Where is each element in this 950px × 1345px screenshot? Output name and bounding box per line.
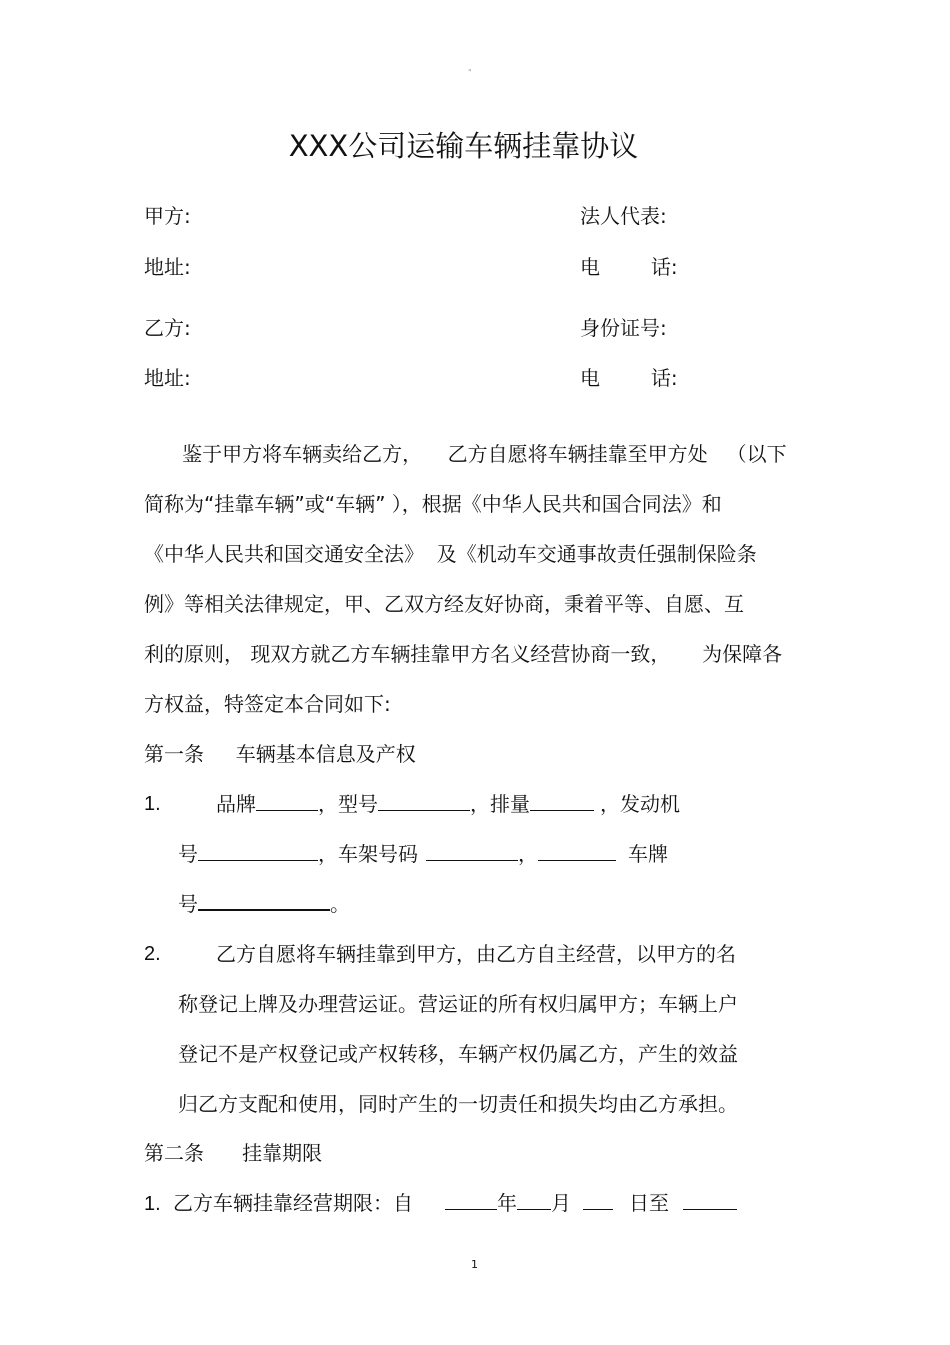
- header-mark: ": [468, 68, 472, 77]
- preamble-line: 例》等相关法律规定，甲、乙双方经友好协商，秉着平等、自愿、互: [144, 592, 744, 616]
- frame-comma: ，: [518, 842, 538, 866]
- vehicle-info-line-3: [178, 891, 350, 917]
- document-title: XXX公司运输车辆挂靠协议: [288, 129, 639, 163]
- engine-number-label: 号: [178, 842, 198, 866]
- article-1-item-2-line: 称登记上牌及办理营运证。营运证的所有权归属甲方；车辆上户: [178, 992, 738, 1016]
- displacement-label: ，排量: [470, 792, 530, 816]
- page-number: 1: [471, 1258, 478, 1271]
- plate-label: 车牌: [628, 842, 668, 866]
- party-b-address-label: 地址:: [144, 366, 191, 390]
- preamble-line: 简称为“挂靠车辆”或“车辆” ），根据《中华人民共和国合同法》和: [144, 492, 722, 516]
- line-end-period: 。: [330, 892, 350, 916]
- article-2-item-1-number: 1.: [144, 1193, 161, 1215]
- article-1-item-2-line: 登记不是产权登记或产权转移，车辆产权仍属乙方，产生的效益: [178, 1042, 738, 1066]
- article-1-heading: 第一条 车辆基本信息及产权: [144, 742, 416, 766]
- article-1-item-2-line: 归乙方支配和使用，同时产生的一切责任和损失均由乙方承担。: [178, 1092, 738, 1116]
- article-1-item-2-number: 2.: [144, 943, 161, 965]
- article-1-item-2-line: 乙方自愿将车辆挂靠到甲方，由乙方自主经营，以甲方的名: [216, 942, 736, 966]
- preamble-line: 方权益，特签定本合同如下:: [144, 692, 391, 716]
- party-b-label: 乙方:: [144, 316, 191, 340]
- id-number-label: 身份证号:: [580, 316, 667, 340]
- vehicle-info-line-2: [178, 841, 668, 867]
- preamble-line: 利的原则， 现双方就乙方车辆挂靠甲方名义经营协商一致， 为保障各: [144, 642, 783, 666]
- plate-number-blank[interactable]: [198, 891, 330, 911]
- vehicle-info-line-1: [216, 791, 680, 817]
- frame-number-label: ，车架号码: [318, 842, 418, 866]
- frame-number-blank[interactable]: [426, 842, 518, 861]
- month-label: 月: [551, 1191, 572, 1215]
- brand-label: 品牌: [216, 792, 256, 816]
- engine-label: ，发动机: [600, 792, 680, 816]
- year-label: 年: [497, 1191, 518, 1215]
- displacement-blank[interactable]: [530, 792, 594, 811]
- start-year-blank[interactable]: [445, 1191, 497, 1210]
- preamble-line: 鉴于甲方将车辆卖给乙方， 乙方自愿将车辆挂靠至甲方处 （以下: [144, 442, 787, 466]
- party-a-phone-label: 电 话:: [580, 255, 678, 279]
- plate-number-label: 号: [178, 892, 198, 916]
- engine-number-blank[interactable]: [198, 842, 318, 861]
- legal-rep-label: 法人代表:: [580, 204, 667, 228]
- article-2-heading: 第二条 挂靠期限: [144, 1141, 323, 1165]
- party-a-address-label: 地址:: [144, 255, 191, 279]
- party-b-phone-label: 电 话:: [580, 366, 678, 390]
- preamble-line: 《中华人民共和国交通安全法》 及《机动车交通事故责任强制保险条: [144, 542, 757, 566]
- article-1-item-1-number: 1.: [144, 793, 161, 815]
- start-day-blank[interactable]: [583, 1191, 613, 1210]
- end-year-blank[interactable]: [683, 1191, 737, 1210]
- model-label: ，型号: [318, 792, 378, 816]
- article-2-item-1: [144, 1190, 737, 1217]
- model-blank[interactable]: [378, 792, 470, 811]
- start-month-blank[interactable]: [517, 1191, 551, 1210]
- term-label: 乙方车辆挂靠经营期限：自: [173, 1191, 414, 1215]
- day-to-label: 日至: [629, 1191, 670, 1215]
- party-a-label: 甲方:: [144, 204, 191, 228]
- brand-blank[interactable]: [256, 792, 318, 811]
- frame-number-blank-2[interactable]: [538, 842, 616, 861]
